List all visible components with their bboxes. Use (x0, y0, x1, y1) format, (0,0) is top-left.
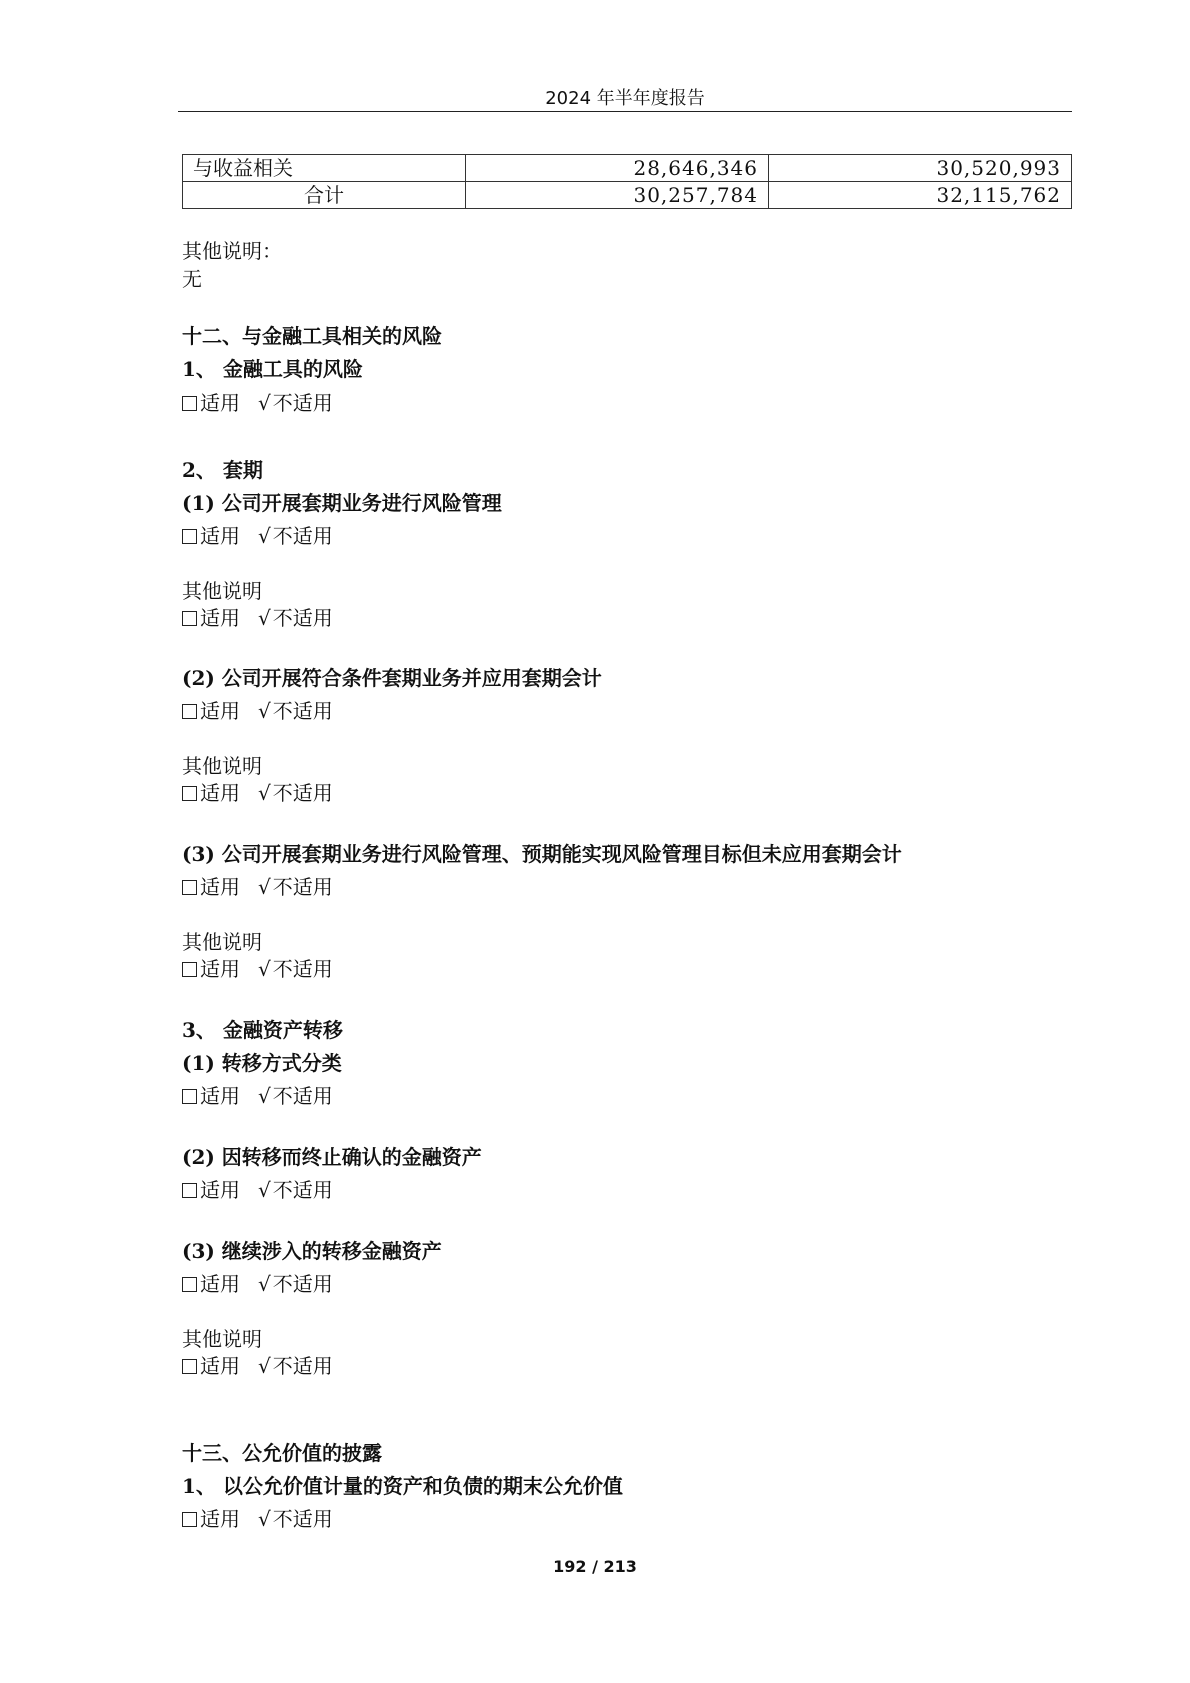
section-12-2-3-heading: (3) 公司开展套期业务进行风险管理、预期能实现风险管理目标但未应用套期会计 (182, 842, 902, 866)
option-row (182, 1270, 333, 1298)
checkmark-icon: √ (258, 606, 271, 630)
checkbox-empty-icon (182, 396, 197, 411)
table-row (183, 155, 1072, 182)
checkmark-icon: √ (258, 1354, 271, 1378)
checkbox-empty-icon (182, 786, 197, 801)
option-not-applicable: 不适用 (272, 1507, 333, 1531)
option-not-applicable: 不适用 (272, 524, 333, 548)
checkmark-icon: √ (258, 391, 271, 415)
option-applicable: 适用 (200, 957, 240, 981)
other-note-label: 其他说明 (182, 930, 262, 954)
table-cell-value: 28,646,346 (466, 155, 769, 182)
checkbox-empty-icon (182, 880, 197, 895)
checkbox-empty-icon (182, 529, 197, 544)
option-row (182, 522, 333, 550)
option-applicable: 适用 (200, 606, 240, 630)
checkbox-empty-icon (182, 1277, 197, 1292)
option-not-applicable: 不适用 (272, 1354, 333, 1378)
option-row (182, 697, 333, 725)
option-not-applicable: 不适用 (272, 391, 333, 415)
option-applicable: 适用 (200, 1084, 240, 1108)
option-applicable: 适用 (200, 875, 240, 899)
option-applicable: 适用 (200, 1272, 240, 1296)
checkbox-empty-icon (182, 704, 197, 719)
section-12-3-3-heading: (3) 继续涉入的转移金融资产 (182, 1239, 442, 1263)
checkmark-icon: √ (258, 1178, 271, 1202)
option-row (182, 1505, 333, 1533)
table-cell-value: 30,257,784 (466, 182, 769, 209)
section-12-2-2-heading: (2) 公司开展符合条件套期业务并应用套期会计 (182, 666, 602, 690)
option-applicable: 适用 (200, 524, 240, 548)
table-row (183, 182, 1072, 209)
section-12-3-heading: 3、 金融资产转移 (182, 1018, 343, 1042)
section-12-3-1-heading: (1) 转移方式分类 (182, 1051, 342, 1075)
option-applicable: 适用 (200, 1507, 240, 1531)
table-cell-value: 32,115,762 (769, 182, 1072, 209)
other-note-label: 其他说明 (182, 579, 262, 603)
checkbox-empty-icon (182, 1089, 197, 1104)
option-not-applicable: 不适用 (272, 1272, 333, 1296)
checkbox-empty-icon (182, 1183, 197, 1198)
option-applicable: 适用 (200, 781, 240, 805)
option-not-applicable: 不适用 (272, 606, 333, 630)
option-not-applicable: 不适用 (272, 875, 333, 899)
option-not-applicable: 不适用 (272, 699, 333, 723)
page-number: 192 / 213 (553, 1557, 637, 1576)
option-row (182, 779, 333, 807)
option-not-applicable: 不适用 (272, 1178, 333, 1202)
option-not-applicable: 不适用 (272, 957, 333, 981)
option-row (182, 1176, 333, 1204)
option-row (182, 604, 333, 632)
section-13-heading: 十三、公允价值的披露 (182, 1441, 382, 1465)
option-applicable: 适用 (200, 1178, 240, 1202)
option-applicable: 适用 (200, 391, 240, 415)
section-13-1-heading: 1、 以公允价值计量的资产和负债的期末公允价值 (182, 1474, 623, 1498)
checkmark-icon: √ (258, 781, 271, 805)
checkbox-empty-icon (182, 962, 197, 977)
page-header: 2024 年半年度报告 (545, 88, 705, 109)
option-not-applicable: 不适用 (272, 1084, 333, 1108)
option-row (182, 873, 333, 901)
note-none: 无 (182, 267, 202, 291)
section-12-3-2-heading: (2) 因转移而终止确认的金融资产 (182, 1145, 482, 1169)
checkmark-icon: √ (258, 1084, 271, 1108)
option-row (182, 1082, 333, 1110)
other-note-label: 其他说明 (182, 1327, 262, 1351)
other-note-label: 其他说明： (182, 239, 282, 263)
table-cell-label: 与收益相关 (183, 155, 466, 182)
checkmark-icon: √ (258, 957, 271, 981)
option-applicable: 适用 (200, 699, 240, 723)
checkmark-icon: √ (258, 524, 271, 548)
table-cell-value: 30,520,993 (769, 155, 1072, 182)
table-cell-label: 合计 (183, 182, 466, 209)
section-12-2-heading: 2、 套期 (182, 458, 263, 482)
section-12-1-heading: 1、 金融工具的风险 (182, 357, 363, 381)
checkmark-icon: √ (258, 875, 271, 899)
section-12-heading: 十二、与金融工具相关的风险 (182, 324, 442, 348)
option-not-applicable: 不适用 (272, 781, 333, 805)
checkbox-empty-icon (182, 611, 197, 626)
checkbox-empty-icon (182, 1512, 197, 1527)
option-row (182, 1352, 333, 1380)
option-row (182, 955, 333, 983)
header-rule (178, 111, 1072, 112)
option-row (182, 389, 333, 417)
other-note-label: 其他说明 (182, 754, 262, 778)
checkmark-icon: √ (258, 699, 271, 723)
checkmark-icon: √ (258, 1272, 271, 1296)
subsidy-table (182, 154, 1072, 209)
section-12-2-1-heading: (1) 公司开展套期业务进行风险管理 (182, 491, 502, 515)
checkbox-empty-icon (182, 1359, 197, 1374)
checkmark-icon: √ (258, 1507, 271, 1531)
option-applicable: 适用 (200, 1354, 240, 1378)
